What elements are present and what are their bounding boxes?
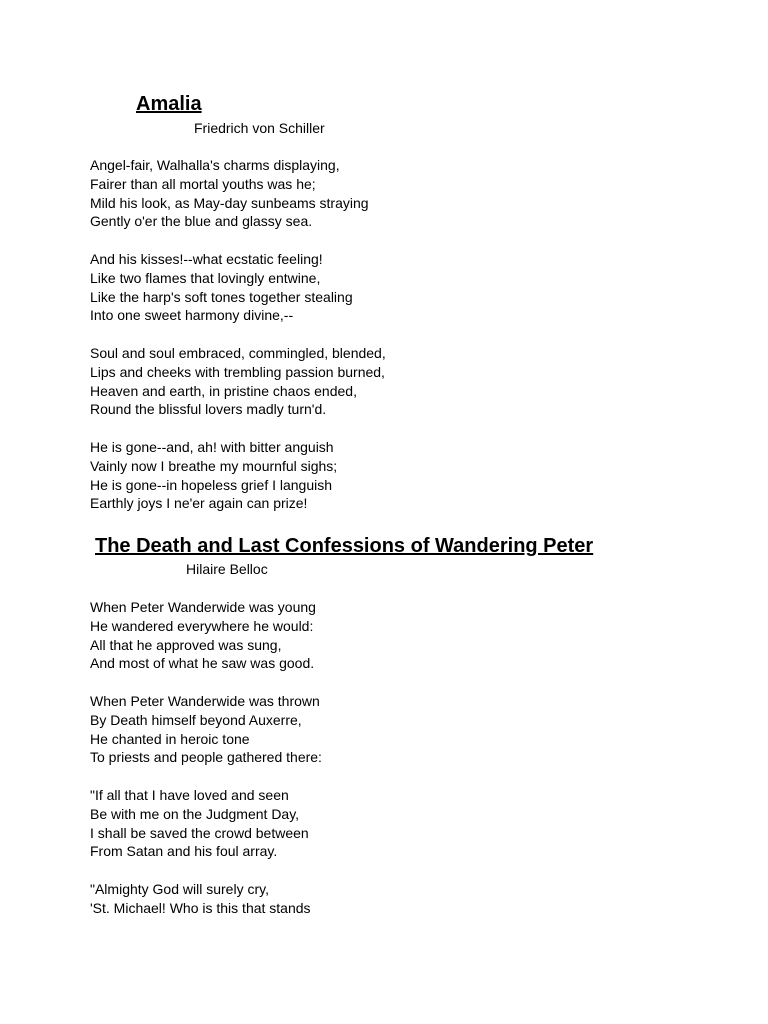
poem-line: Heaven and earth, in pristine chaos ended, xyxy=(90,382,357,399)
poem-line: "Almighty God will surely cry, xyxy=(90,880,269,897)
poem-line: Soul and soul embraced, commingled, blended, xyxy=(90,344,386,361)
poem-line: Be with me on the Judgment Day, xyxy=(90,805,300,822)
poem-line: Like two flames that lovingly entwine, xyxy=(90,269,321,286)
poem-line: He is gone--and, ah! with bitter anguish xyxy=(90,438,334,455)
poem-line: He is gone--in hopeless grief I languish xyxy=(90,476,333,493)
poem-line: And most of what he saw was good. xyxy=(90,655,315,672)
stanza xyxy=(90,598,322,673)
poem-line: To priests and people gathered there: xyxy=(90,749,322,766)
poem-line: "If all that I have loved and seen xyxy=(90,786,289,803)
poem-line: Earthly joys I ne'er again can prize! xyxy=(90,495,308,512)
poem-body xyxy=(90,156,386,532)
poem-line: Lips and cheeks with trembling passion burned, xyxy=(90,363,385,380)
poem-line: When Peter Wanderwide was thrown xyxy=(90,692,320,709)
poem-line: Vainly now I breathe my mournful sighs; xyxy=(90,457,338,474)
poem-line: Like the harp's soft tones together stealing xyxy=(90,288,353,305)
poem-line: By Death himself beyond Auxerre, xyxy=(90,711,302,728)
poem-line: He chanted in heroic tone xyxy=(90,730,250,747)
poem-line: 'St. Michael! Who is this that stands xyxy=(90,899,311,916)
stanza xyxy=(90,438,386,513)
stanza xyxy=(90,156,386,231)
poem-author: Friedrich von Schiller xyxy=(194,120,325,136)
stanza xyxy=(90,786,322,861)
poem-line: All that he approved was sung, xyxy=(90,636,282,653)
poem-author: Hilaire Belloc xyxy=(186,561,268,577)
stanza xyxy=(90,344,386,419)
poem-line: Fairer than all mortal youths was he; xyxy=(90,175,316,192)
poem-title: Amalia xyxy=(136,93,202,115)
poem-line: Round the blissful lovers madly turn'd. xyxy=(90,401,327,418)
stanza xyxy=(90,250,386,325)
poem-line: Mild his look, as May-day sunbeams straying xyxy=(90,194,369,211)
poem-line: He wandered everywhere he would: xyxy=(90,617,314,634)
poem-title: The Death and Last Confessions of Wandering Peter xyxy=(95,535,594,557)
stanza xyxy=(90,692,322,767)
poem-body xyxy=(90,598,322,936)
poem-line: From Satan and his foul array. xyxy=(90,843,278,860)
poem-line: I shall be saved the crowd between xyxy=(90,824,309,841)
poem-line: Gently o'er the blue and glassy sea. xyxy=(90,213,313,230)
poem-line: And his kisses!--what ecstatic feeling! xyxy=(90,250,323,267)
poem-line: Angel-fair, Walhalla's charms displaying, xyxy=(90,157,340,173)
stanza xyxy=(90,880,322,918)
poem-line: When Peter Wanderwide was young xyxy=(90,599,316,615)
poem-line: Into one sweet harmony divine,-- xyxy=(90,307,294,324)
